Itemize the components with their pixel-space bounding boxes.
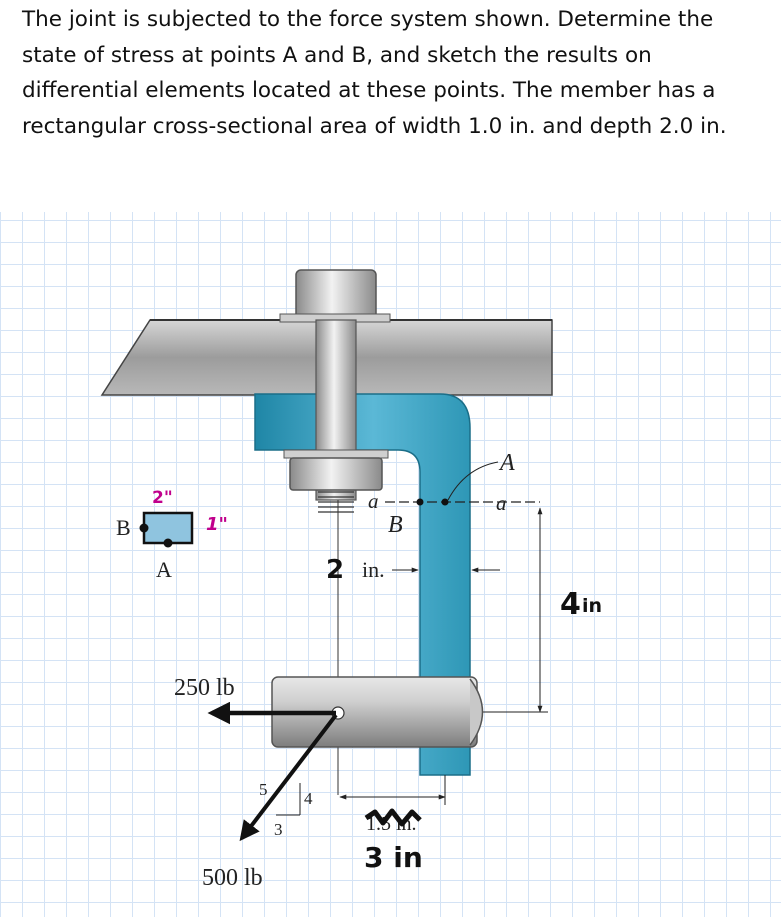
label-A-right: A xyxy=(500,450,515,476)
handwritten-two: 2 xyxy=(326,555,345,585)
label-in: in. xyxy=(362,557,385,582)
section-note-depth: 1" xyxy=(206,514,228,535)
label-B-point: B xyxy=(388,512,403,538)
section-point-B xyxy=(140,524,149,533)
handwritten-three-in: 3 in xyxy=(364,841,423,874)
section-point-A xyxy=(164,539,173,548)
section-label-A: A xyxy=(156,557,172,582)
point-A-marker xyxy=(442,499,449,506)
force-250-label: 250 lb xyxy=(174,675,235,701)
section-label-B: B xyxy=(116,515,131,540)
bolt-head xyxy=(296,270,376,320)
bolt-washer-bottom xyxy=(284,450,388,458)
slope-3: 3 xyxy=(274,820,283,839)
label-a-right: a xyxy=(496,491,507,515)
slope-5: 5 xyxy=(259,780,268,799)
bolt-nut xyxy=(290,458,382,490)
label-a-left: a xyxy=(368,489,379,513)
pin-end-cap xyxy=(470,679,483,745)
point-B-marker xyxy=(417,499,424,506)
handwritten-four-unit: in xyxy=(582,595,603,617)
section-note-width: 2" xyxy=(152,488,173,508)
problem-statement: The joint is subjected to the force system shown. Determine the state of stress at points A and B, and sketch the results on differential elements located at these points. The member has a rectangular cross-sectional area of width 1.0 in. and depth 2.0 in. xyxy=(22,7,727,139)
handwritten-four: 4 xyxy=(560,587,581,622)
struck-label: 1.5 in. xyxy=(366,813,417,835)
slope-4: 4 xyxy=(304,789,313,808)
force-500-label: 500 lb xyxy=(202,865,263,891)
